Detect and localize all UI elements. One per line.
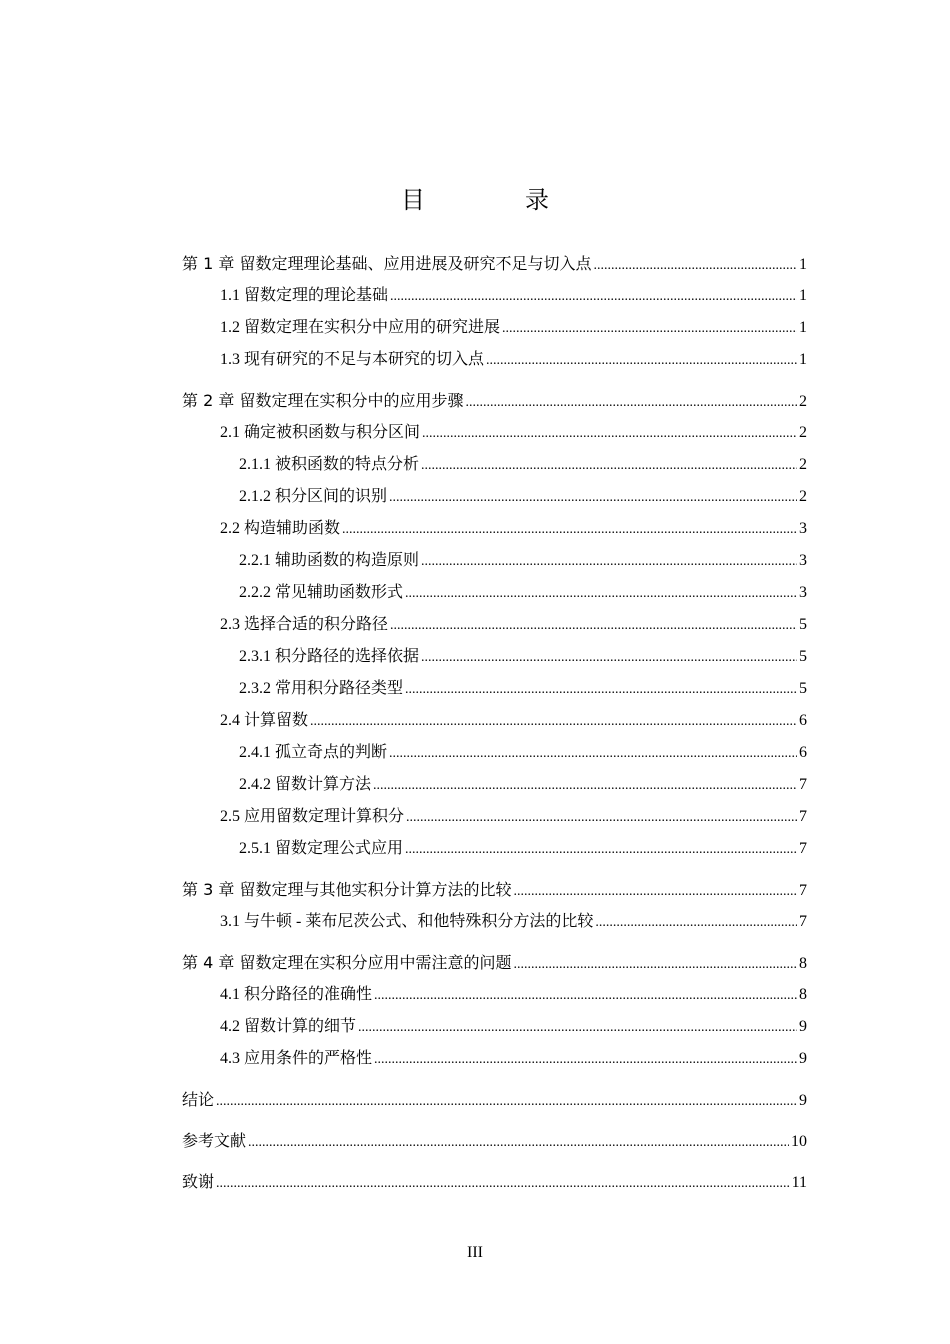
toc-entry-page: 1 — [799, 256, 807, 273]
toc-entry-label: 第 3 章 留数定理与其他实积分计算方法的比较 — [182, 880, 512, 899]
toc-entry-label: 4.2 留数计算的细节 — [220, 1018, 357, 1035]
toc-entry-label: 2.2.1 辅助函数的构造原则 — [239, 552, 420, 569]
toc-dot-leader — [513, 878, 797, 906]
toc-entry-page: 5 — [799, 680, 807, 697]
toc-dot-leader — [421, 644, 797, 672]
toc-entry-page: 2 — [799, 393, 807, 410]
toc-section-entry[interactable] — [182, 419, 807, 451]
toc-entry-label: 2.1.2 积分区间的识别 — [239, 488, 388, 505]
toc-entry-page: 8 — [799, 955, 807, 972]
toc-entry-label: 2.1.1 被积函数的特点分析 — [239, 456, 420, 473]
toc-entry-page: 2 — [799, 456, 807, 473]
toc-entry-page: 1 — [799, 319, 807, 336]
toc-chapter-entry[interactable] — [182, 876, 807, 908]
toc-subsection-entry[interactable] — [182, 451, 807, 483]
toc-dot-leader — [421, 452, 797, 480]
toc-section-entry[interactable] — [182, 981, 807, 1013]
toc-section-entry[interactable] — [182, 515, 807, 547]
toc-section-entry[interactable] — [182, 1013, 807, 1045]
table-of-contents — [182, 250, 807, 1200]
toc-dot-leader — [405, 580, 797, 608]
toc-entry-page: 8 — [799, 986, 807, 1003]
toc-entry-page: 1 — [799, 351, 807, 368]
toc-entry-label: 4.3 应用条件的严格性 — [220, 1050, 373, 1067]
toc-entry-page: 7 — [799, 840, 807, 857]
toc-section-entry[interactable] — [182, 803, 807, 835]
toc-chapter-entry[interactable] — [182, 949, 807, 981]
toc-entry-page: 9 — [799, 1018, 807, 1035]
toc-entry-label: 2.3.1 积分路径的选择依据 — [239, 648, 420, 665]
toc-dot-leader — [390, 612, 797, 640]
toc-entry-page: 5 — [799, 648, 807, 665]
toc-entry-page: 6 — [799, 744, 807, 761]
toc-entry-page: 9 — [799, 1050, 807, 1067]
toc-dot-leader — [358, 1014, 797, 1042]
toc-entry-label: 2.2.2 常见辅助函数形式 — [239, 584, 404, 601]
toc-entry-page: 3 — [799, 584, 807, 601]
toc-section-entry[interactable] — [182, 346, 807, 378]
toc-dot-leader — [595, 909, 797, 937]
toc-section-entry[interactable] — [182, 314, 807, 346]
toc-entry-page: 5 — [799, 616, 807, 633]
toc-entry-page: 9 — [799, 1092, 807, 1109]
toc-entry-page: 10 — [791, 1133, 807, 1150]
toc-entry-page: 3 — [799, 552, 807, 569]
toc-entry-label: 致谢 — [182, 1172, 215, 1191]
toc-dot-leader — [486, 347, 797, 375]
toc-entry-page: 7 — [799, 808, 807, 825]
toc-entry-label: 2.5.1 留数定理公式应用 — [239, 840, 404, 857]
toc-entry-label: 第 4 章 留数定理在实积分应用中需注意的问题 — [182, 953, 512, 972]
toc-dot-leader — [406, 804, 797, 832]
toc-chapter-entry[interactable] — [182, 1086, 807, 1118]
toc-dot-leader — [342, 516, 797, 544]
toc-chapter-entry[interactable] — [182, 1168, 807, 1200]
toc-dot-leader — [422, 420, 797, 448]
toc-entry-label: 1.2 留数定理在实积分中应用的研究进展 — [220, 319, 501, 336]
toc-subsection-entry[interactable] — [182, 771, 807, 803]
toc-chapter-entry[interactable] — [182, 1127, 807, 1159]
toc-dot-leader — [390, 283, 797, 311]
toc-entry-label: 4.1 积分路径的准确性 — [220, 986, 373, 1003]
toc-entry-label: 3.1 与牛顿 - 莱布尼茨公式、和他特殊积分方法的比较 — [220, 913, 594, 930]
toc-entry-label: 2.3.2 常用积分路径类型 — [239, 680, 404, 697]
toc-dot-leader — [373, 772, 797, 800]
toc-entry-label: 2.4.1 孤立奇点的判断 — [239, 744, 388, 761]
toc-dot-leader — [405, 676, 797, 704]
toc-entry-page: 2 — [799, 488, 807, 505]
toc-chapter-entry[interactable] — [182, 387, 807, 419]
toc-section-entry[interactable] — [182, 1045, 807, 1077]
toc-entry-label: 2.1 确定被积函数与积分区间 — [220, 424, 421, 441]
toc-entry-label: 第 1 章 留数定理理论基础、应用进展及研究不足与切入点 — [182, 254, 592, 273]
toc-dot-leader — [310, 708, 797, 736]
toc-dot-leader — [216, 1088, 797, 1116]
toc-section-entry[interactable] — [182, 611, 807, 643]
toc-entry-page: 6 — [799, 712, 807, 729]
toc-entry-page: 2 — [799, 424, 807, 441]
page-title: 目 录 — [401, 186, 587, 214]
toc-subsection-entry[interactable] — [182, 579, 807, 611]
toc-entry-label: 2.2 构造辅助函数 — [220, 520, 341, 537]
toc-chapter-entry[interactable] — [182, 250, 807, 282]
toc-dot-leader — [216, 1170, 790, 1198]
toc-section-entry[interactable] — [182, 908, 807, 940]
toc-entry-page: 11 — [791, 1174, 807, 1191]
toc-entry-page: 7 — [799, 882, 807, 899]
toc-entry-label: 2.4.2 留数计算方法 — [239, 776, 372, 793]
toc-dot-leader — [389, 740, 797, 768]
toc-dot-leader — [374, 1046, 797, 1074]
toc-dot-leader — [248, 1129, 789, 1157]
toc-dot-leader — [421, 548, 797, 576]
toc-entry-label: 结论 — [182, 1090, 215, 1109]
toc-dot-leader — [465, 389, 797, 417]
toc-entry-label: 2.4 计算留数 — [220, 712, 309, 729]
toc-subsection-entry[interactable] — [182, 547, 807, 579]
toc-subsection-entry[interactable] — [182, 739, 807, 771]
toc-entry-page: 3 — [799, 520, 807, 537]
toc-dot-leader — [502, 315, 797, 343]
toc-subsection-entry[interactable] — [182, 675, 807, 707]
toc-subsection-entry[interactable] — [182, 643, 807, 675]
toc-subsection-entry[interactable] — [182, 835, 807, 867]
toc-subsection-entry[interactable] — [182, 483, 807, 515]
toc-dot-leader — [593, 252, 797, 280]
toc-entry-page: 7 — [799, 776, 807, 793]
toc-dot-leader — [374, 982, 797, 1010]
toc-entry-label: 2.3 选择合适的积分路径 — [220, 616, 389, 633]
toc-section-entry[interactable] — [182, 282, 807, 314]
toc-entry-label: 1.3 现有研究的不足与本研究的切入点 — [220, 351, 485, 368]
page-number: III — [467, 1244, 483, 1261]
toc-section-entry[interactable] — [182, 707, 807, 739]
toc-entry-label: 第 2 章 留数定理在实积分中的应用步骤 — [182, 391, 464, 410]
toc-entry-page: 1 — [799, 287, 807, 304]
toc-dot-leader — [513, 951, 797, 979]
toc-dot-leader — [389, 484, 797, 512]
toc-entry-label: 2.5 应用留数定理计算积分 — [220, 808, 405, 825]
toc-entry-label: 1.1 留数定理的理论基础 — [220, 287, 389, 304]
toc-entry-page: 7 — [799, 913, 807, 930]
toc-dot-leader — [405, 836, 797, 864]
toc-entry-label: 参考文献 — [182, 1131, 247, 1150]
